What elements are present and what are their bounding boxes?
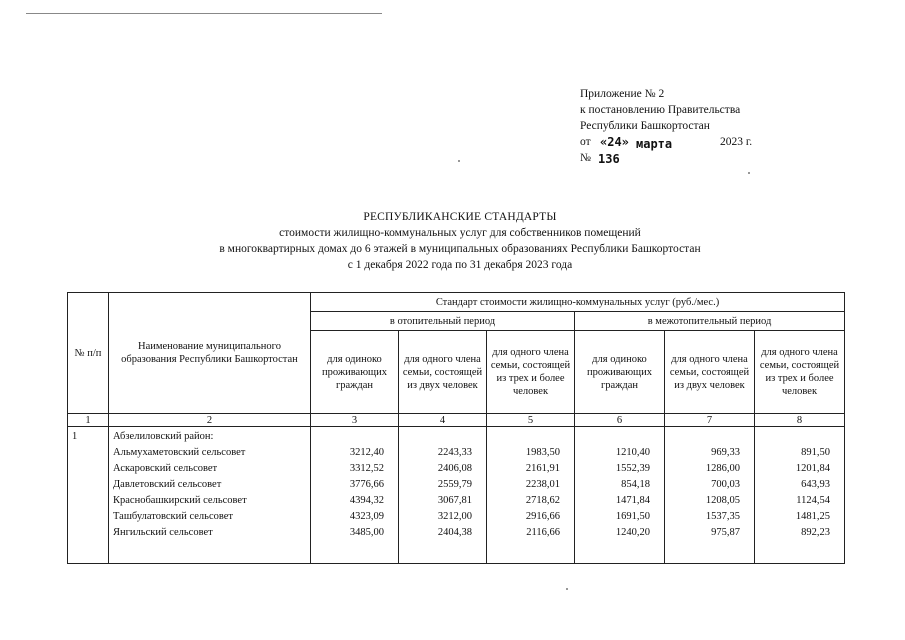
header-nonheating-period: в межотопительный период [575, 312, 845, 331]
standards-table [67, 292, 845, 564]
value-cell: 3776,66 [349, 479, 384, 490]
value-cell: 2161,91 [525, 463, 560, 474]
scan-top-rule [26, 13, 382, 14]
document-period: с 1 декабря 2022 года по 31 декабря 2023 года [347, 259, 573, 271]
header-sub-1: для одиноко проживающих граждан [311, 331, 399, 414]
approval-block [580, 86, 780, 164]
header-heating-period: в отопительный период [311, 312, 575, 331]
header-standard-group: Стандарт стоимости жилищно-коммунальных услуг (руб./мес.) [311, 293, 845, 312]
settlement-name: Аскаровский сельсовет [113, 463, 218, 474]
value-cell: 3212,40 [349, 447, 384, 458]
value-cell: 1983,50 [525, 447, 560, 458]
approval-number [580, 150, 780, 164]
value-cell: 1286,00 [705, 463, 740, 474]
settlement-name: Ташбулатовский сельсовет [113, 511, 234, 522]
value-column-8 [755, 427, 845, 564]
header-sub-4: для одиноко проживающих граждан [575, 331, 665, 414]
scan-speck [748, 172, 750, 174]
value-cell: 2404,38 [437, 527, 472, 538]
header-sub-6: для одного члена семьи, состоящей из трех и более человек [755, 331, 845, 414]
document-title: РЕСПУБЛИКАНСКИЕ СТАНДАРТЫ [363, 211, 557, 223]
header-sub-3: для одного члена семьи, состоящей из трех и более человек [487, 331, 575, 414]
value-cell: 3485,00 [349, 527, 384, 538]
column-number: 5 [487, 414, 575, 427]
number-prefix: № [580, 152, 591, 164]
column-number: 3 [311, 414, 399, 427]
column-number: 2 [109, 414, 311, 427]
value-column-7 [665, 427, 755, 564]
column-number: 6 [575, 414, 665, 427]
value-cell: 4394,32 [349, 495, 384, 506]
scan-speck [458, 160, 460, 162]
value-cell: 1471,84 [615, 495, 650, 506]
value-column-5 [487, 427, 575, 564]
value-cell: 1124,54 [796, 495, 831, 506]
settlement-name: Альмухаметовский сельсовет [113, 447, 246, 458]
document-subtitle-2: в многоквартирных домах до 6 этажей в муниципальных образованиях Республики Башкортостан [219, 243, 701, 255]
scan-speck [566, 588, 568, 590]
value-cell: 2116,66 [526, 527, 560, 538]
settlement-name: Янгильский сельсовет [113, 527, 213, 538]
column-number: 1 [68, 414, 109, 427]
approval-line-3: Республики Башкортостан [580, 120, 710, 132]
table-row [68, 427, 845, 564]
value-cell: 1240,20 [615, 527, 650, 538]
value-cell: 1552,39 [615, 463, 650, 474]
district-name: Абзелиловский район: [113, 431, 214, 442]
value-cell: 700,03 [711, 479, 740, 490]
value-cell: 4323,09 [349, 511, 384, 522]
settlement-name: Давлетовский сельсовет [113, 479, 222, 490]
approval-line-1: Приложение № 2 [580, 88, 665, 100]
number-value: 136 [598, 152, 620, 166]
value-cell: 975,87 [711, 527, 740, 538]
value-column-3 [311, 427, 399, 564]
value-cell: 1537,35 [705, 511, 740, 522]
header-sub-5: для одного члена семьи, состоящей из двух человек [665, 331, 755, 414]
value-cell: 1208,05 [705, 495, 740, 506]
row-np: 1 [68, 427, 109, 564]
column-number: 7 [665, 414, 755, 427]
value-cell: 2243,33 [437, 447, 472, 458]
value-column-6 [575, 427, 665, 564]
value-cell: 1210,40 [615, 447, 650, 458]
approval-line-2: к постановлению Правительства [580, 104, 741, 116]
value-cell: 891,50 [801, 447, 831, 458]
document-subtitle-1: стоимости жилищно-коммунальных услуг для собственников помещений [279, 227, 641, 239]
header-np: № п/п [68, 293, 109, 414]
date-year: 2023 г. [720, 136, 753, 148]
value-cell: 1691,50 [615, 511, 650, 522]
date-day: «24» [600, 135, 629, 149]
value-cell: 2406,08 [437, 463, 472, 474]
value-cell: 1481,25 [795, 511, 831, 522]
date-prefix: от [580, 136, 591, 148]
settlement-name: Краснобашкирский сельсовет [113, 495, 247, 506]
column-number: 8 [755, 414, 845, 427]
date-month: марта [636, 137, 673, 151]
value-cell: 969,33 [711, 447, 740, 458]
value-cell: 854,18 [621, 479, 650, 490]
value-cell: 2559,79 [437, 479, 472, 490]
header-sub-2: для одного члена семьи, состоящей из двух человек [399, 331, 487, 414]
value-column-4 [399, 427, 487, 564]
value-cell: 892,23 [801, 527, 831, 538]
value-cell: 2238,01 [525, 479, 560, 490]
value-cell: 3212,00 [437, 511, 472, 522]
value-cell: 3067,81 [437, 495, 472, 506]
value-cell: 3312,52 [349, 463, 384, 474]
column-number: 4 [399, 414, 487, 427]
value-cell: 1201,84 [795, 463, 831, 474]
value-cell: 643,93 [801, 479, 831, 490]
header-municipality: Наименование муниципального образования Республики Башкортостан [109, 293, 311, 414]
document-heading [130, 209, 790, 273]
value-cell: 2718,62 [525, 495, 560, 506]
approval-date [580, 134, 780, 150]
value-cell: 2916,66 [525, 511, 560, 522]
municipality-cell [109, 427, 311, 564]
